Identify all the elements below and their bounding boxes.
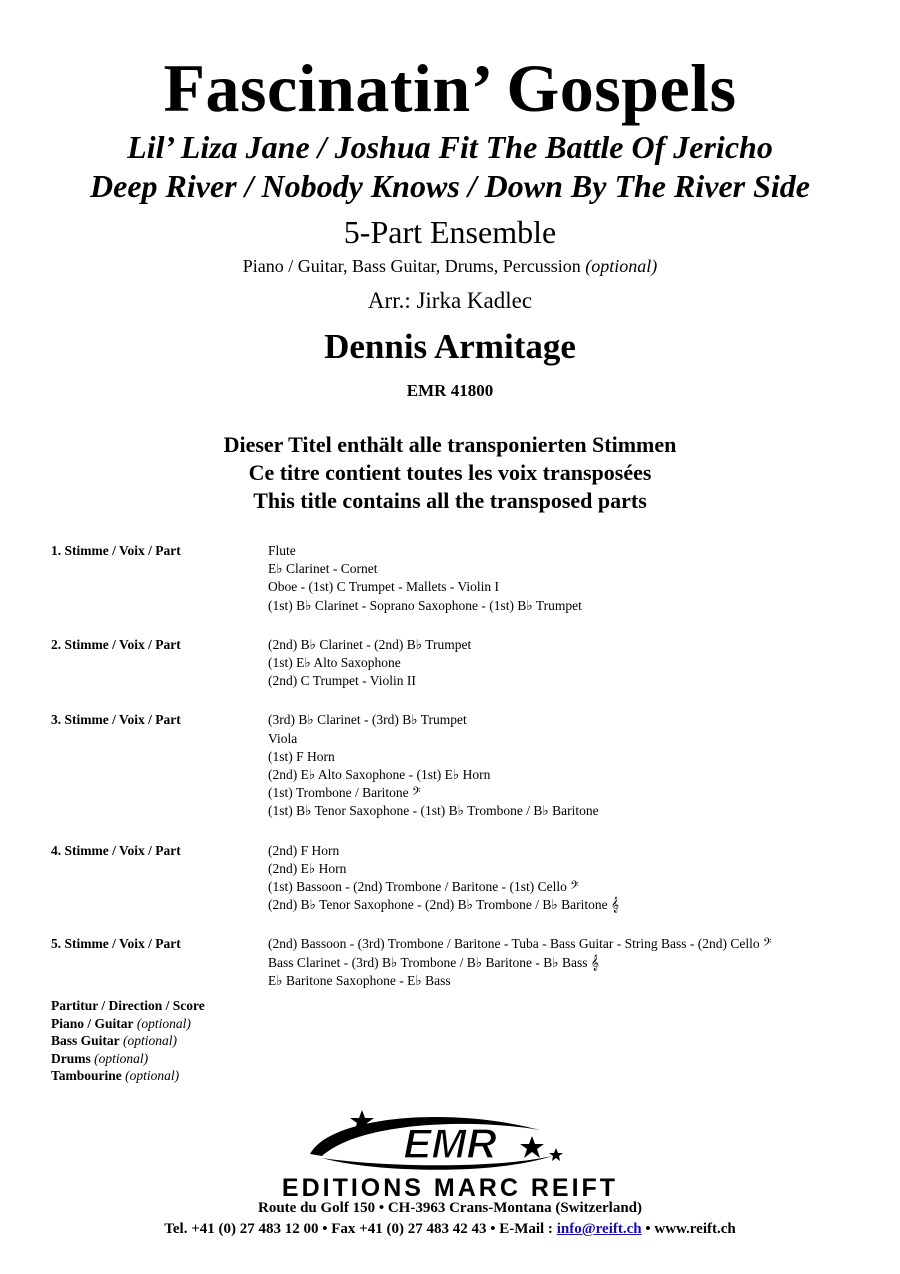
transposed-notice-en: This title contains all the transposed parts (253, 488, 647, 513)
part-line: Oboe - (1st) C Trumpet - Mallets - Violin I (268, 579, 500, 595)
logo-text: EMR (403, 1120, 497, 1167)
subtitle-line-1: Lil’ Liza Jane / Joshua Fit The Battle Of Jericho (127, 129, 773, 165)
extra-parts (51, 997, 205, 1085)
star-icon (549, 1148, 563, 1161)
ensemble: 5-Part Ensemble (343, 214, 557, 250)
instrumentation-optional: (optional) (585, 256, 658, 276)
part-line: (1st) F Horn (268, 748, 335, 764)
part-label: 3. Stimme / Voix / Part (51, 712, 181, 728)
part-label: 4. Stimme / Voix / Part (51, 842, 181, 858)
part-label: 5. Stimme / Voix / Part (51, 936, 181, 952)
title: Fascinatin’ Gospels (163, 50, 737, 126)
part-line: Flute (268, 543, 296, 558)
part-line: (2nd) B♭ Clarinet - (2nd) B♭ Trumpet (268, 636, 472, 652)
part-line: (2nd) E♭ Alto Saxophone - (1st) E♭ Horn (268, 767, 491, 783)
optional-note: (optional) (123, 1033, 178, 1048)
part-5 (51, 935, 871, 990)
publisher-name: EDITIONS MARC REIFT (281, 1174, 619, 1202)
part-line: (1st) E♭ Alto Saxophone (268, 655, 401, 671)
contact-phone-fax: Tel. +41 (0) 27 483 12 00 • Fax +41 (0) 27 483 42 43 • E-Mail : (164, 1221, 557, 1237)
drums-label: Drums (51, 1050, 91, 1066)
bass-label: Bass Guitar (51, 1033, 120, 1048)
part-line: E♭ Baritone Saxophone - E♭ Bass (268, 972, 451, 988)
publisher-contact (0, 1218, 900, 1240)
email-link[interactable]: info@reift.ch (556, 1221, 642, 1237)
contact-website: • www.reift.ch (641, 1221, 736, 1237)
piano-label: Piano / Guitar (51, 1015, 134, 1031)
tambourine-label: Tambourine (51, 1068, 122, 1083)
part-line: (1st) Bassoon - (2nd) Trombone / Baritone - (1st) Cello 𝄢 (268, 879, 579, 895)
part-line: E♭ Clarinet - Cornet (268, 561, 378, 577)
part-3 (51, 711, 871, 820)
score-label: Partitur / Direction / Score (51, 998, 205, 1013)
part-1 (51, 542, 871, 615)
part-line: (2nd) C Trumpet - Violin II (268, 673, 416, 689)
part-line: Viola (268, 730, 298, 746)
instrumentation-text: Piano / Guitar, Bass Guitar, Drums, Percussion (242, 256, 581, 276)
part-4 (51, 842, 871, 915)
transposed-notice-de: Dieser Titel enthält alle transponierten Stimmen (223, 432, 677, 457)
composer: Dennis Armitage (324, 327, 576, 366)
optional-note: (optional) (94, 1050, 149, 1066)
part-line: (2nd) E♭ Horn (268, 860, 347, 876)
part-line: (3rd) B♭ Clarinet - (3rd) B♭ Trumpet (268, 712, 467, 728)
instrumentation (0, 254, 900, 278)
subtitle-line-2: Deep River / Nobody Knows / Down By The River Side (90, 168, 810, 204)
part-line: Bass Clarinet - (3rd) B♭ Trombone / B♭ Baritone - B♭ Bass 𝄞 (268, 954, 599, 970)
part-line: (2nd) Bassoon - (3rd) Trombone / Baritone - Tuba - Bass Guitar - String Bass - (2nd) Cello 𝄢 (268, 936, 772, 952)
publisher-address: Route du Golf 150 • CH-3963 Crans-Montana (Switzerland) (258, 1200, 642, 1216)
parts-list (51, 542, 871, 1011)
part-label: 1. Stimme / Voix / Part (51, 543, 181, 558)
catalog-number: EMR 41800 (406, 381, 494, 400)
part-line: (1st) Trombone / Baritone 𝄢 (268, 785, 421, 801)
part-2 (51, 636, 871, 691)
transposed-notice-fr: Ce titre contient toutes les voix transposées (248, 460, 652, 485)
part-line: (1st) B♭ Clarinet - Soprano Saxophone - (1st) B♭ Trumpet (268, 597, 582, 613)
optional-note: (optional) (136, 1015, 191, 1031)
part-label: 2. Stimme / Voix / Part (51, 636, 181, 652)
part-line: (1st) B♭ Tenor Saxophone - (1st) B♭ Trombone / B♭ Baritone (268, 803, 599, 819)
arranger: Arr.: Jirka Kadlec (367, 288, 533, 313)
part-line: (2nd) F Horn (268, 842, 340, 858)
optional-note: (optional) (125, 1068, 180, 1083)
part-line: (2nd) B♭ Tenor Saxophone - (2nd) B♭ Trombone / B♭ Baritone 𝄞 (268, 897, 619, 913)
star-icon (520, 1136, 544, 1158)
emr-logo (300, 1108, 600, 1178)
